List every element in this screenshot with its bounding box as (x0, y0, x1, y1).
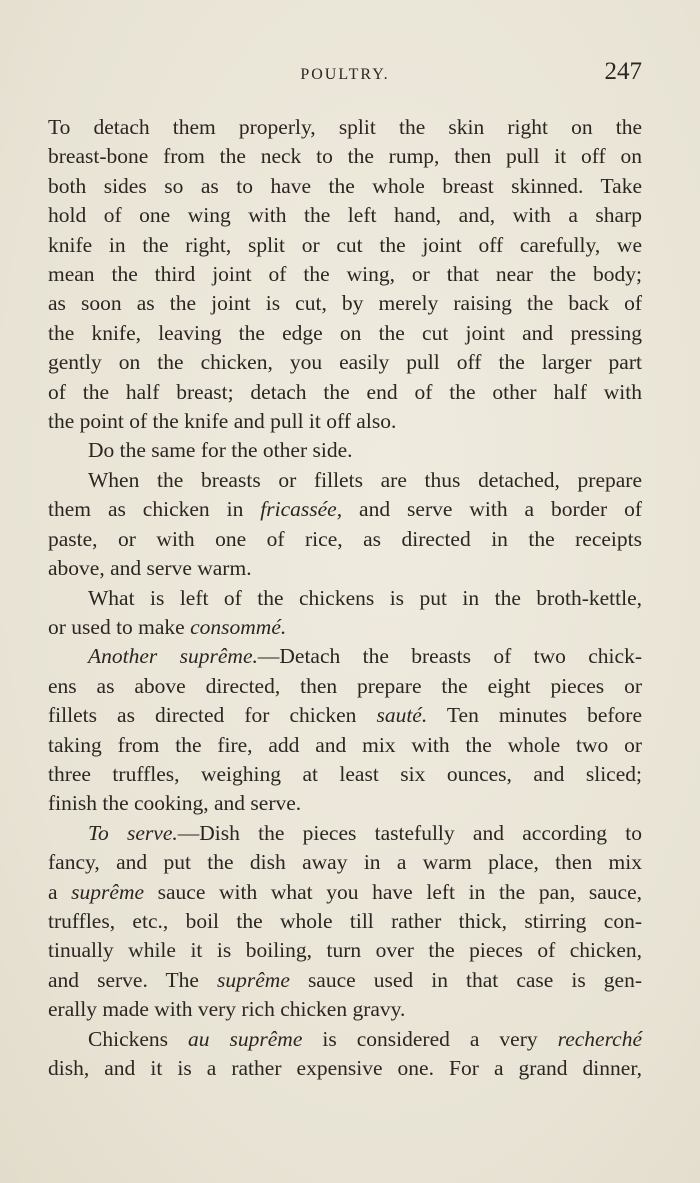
text-segment: breast-bone from the neck to the rump, then pull it off on (48, 144, 642, 169)
text-line (48, 201, 642, 230)
text-line (48, 113, 642, 142)
text-line (48, 789, 642, 818)
italic-text: fricassée, (260, 497, 343, 522)
text-segment: Ten minutes before (427, 703, 642, 728)
italic-text: recherché (557, 1026, 642, 1051)
paragraph (48, 1025, 642, 1084)
text-segment: a (48, 879, 72, 904)
body-text (48, 113, 642, 1083)
text-segment: and serve. The (48, 967, 218, 992)
page-number: 247 (604, 58, 642, 85)
text-segment: hold of one wing with the left hand, and, with a sharp (48, 203, 642, 228)
text-line (48, 848, 642, 877)
text-line (48, 172, 642, 201)
text-line (48, 936, 642, 965)
text-segment: —Dish the pieces tastefully and according to (177, 820, 642, 845)
text-segment: taking from the fire, add and mix with the whole two or (48, 732, 642, 757)
paragraph (48, 584, 642, 643)
text-segment: knife in the right, split or cut the joint off carefully, we (48, 232, 642, 257)
text-line (48, 1025, 642, 1054)
running-head (48, 58, 642, 94)
italic-text: suprême (217, 967, 290, 992)
text-segment: erally made with very rich chicken gravy. (48, 997, 406, 1022)
text-line (48, 142, 642, 171)
text-segment: sauce with what you have left in the pan, sauce, (144, 879, 642, 904)
text-segment: them as chicken in (48, 497, 261, 522)
text-segment: mean the third joint of the wing, or that near the body; (48, 262, 642, 287)
text-line (48, 319, 642, 348)
text-segment: sauce used in that case is gen- (289, 967, 642, 992)
text-line (48, 878, 642, 907)
text-segment: To detach them properly, split the skin right on the (48, 115, 642, 139)
text-segment: and serve with a border of (342, 497, 642, 522)
text-line (48, 436, 642, 465)
text-segment: the point of the knife and pull it off also. (48, 409, 397, 434)
text-line (48, 231, 642, 260)
paragraph (48, 642, 642, 818)
italic-text: consommé. (190, 614, 287, 639)
text-segment: three truffles, weighing at least six ounces, and sliced; (48, 761, 642, 786)
text-line (48, 1054, 642, 1083)
text-segment: gently on the chicken, you easily pull off the larger part (48, 350, 642, 375)
text-segment: paste, or with one of rice, as directed in the receipts (48, 526, 642, 551)
text-segment: as soon as the joint is cut, by merely raising the back of (48, 291, 642, 316)
text-segment: tinually while it is boiling, turn over the pieces of chicken, (48, 938, 642, 963)
running-title: POULTRY. (300, 66, 390, 83)
text-segment: dish, and it is a rather expensive one. For a grand dinner, (48, 1056, 642, 1080)
text-line (48, 554, 642, 583)
text-line (48, 348, 642, 377)
text-line (48, 407, 642, 436)
text-segment: What is left of the chickens is put in the broth-kettle, (88, 585, 642, 610)
text-line (48, 289, 642, 318)
italic-text: To serve. (88, 820, 178, 845)
text-line (48, 760, 642, 789)
text-segment: ens as above directed, then prepare the eight pieces or (48, 673, 642, 698)
text-segment: or used to make (48, 614, 191, 639)
italic-text: Another suprême. (88, 644, 258, 669)
paragraph (48, 819, 642, 1025)
text-line (48, 260, 642, 289)
text-segment: fillets as directed for chicken (48, 703, 377, 728)
text-segment: fancy, and put the dish away in a warm place, then mix (48, 850, 642, 875)
text-segment: is considered a very (302, 1026, 558, 1051)
text-line (48, 907, 642, 936)
paragraph (48, 113, 642, 436)
text-line (48, 966, 642, 995)
text-line (48, 819, 642, 848)
text-segment: When the breasts or fillets are thus detached, prepare (88, 467, 642, 492)
italic-text: sauté. (376, 703, 428, 728)
text-line (48, 731, 642, 760)
text-segment: truffles, etc., boil the whole till rather thick, stirring con- (48, 908, 642, 933)
text-segment: above, and serve warm. (48, 556, 252, 581)
text-line (48, 701, 642, 730)
text-segment: finish the cooking, and serve. (48, 791, 302, 816)
text-segment: of the half breast; detach the end of the other half with (48, 379, 642, 404)
italic-text: suprême (71, 879, 145, 904)
text-segment: —Detach the breasts of two chick- (257, 644, 642, 669)
text-line (48, 672, 642, 701)
text-line (48, 613, 642, 642)
text-line (48, 525, 642, 554)
text-line (48, 584, 642, 613)
text-segment: Chickens (88, 1026, 189, 1051)
text-line (48, 466, 642, 495)
italic-text: au suprême (188, 1026, 303, 1051)
text-segment: Do the same for the other side. (88, 438, 353, 463)
text-segment: the knife, leaving the edge on the cut joint and pressing (48, 320, 642, 345)
text-line (48, 642, 642, 671)
paragraph (48, 436, 642, 465)
paragraph (48, 466, 642, 584)
text-line (48, 378, 642, 407)
text-line (48, 495, 642, 524)
text-line (48, 995, 642, 1024)
text-segment: both sides so as to have the whole breast skinned. Take (48, 173, 642, 198)
